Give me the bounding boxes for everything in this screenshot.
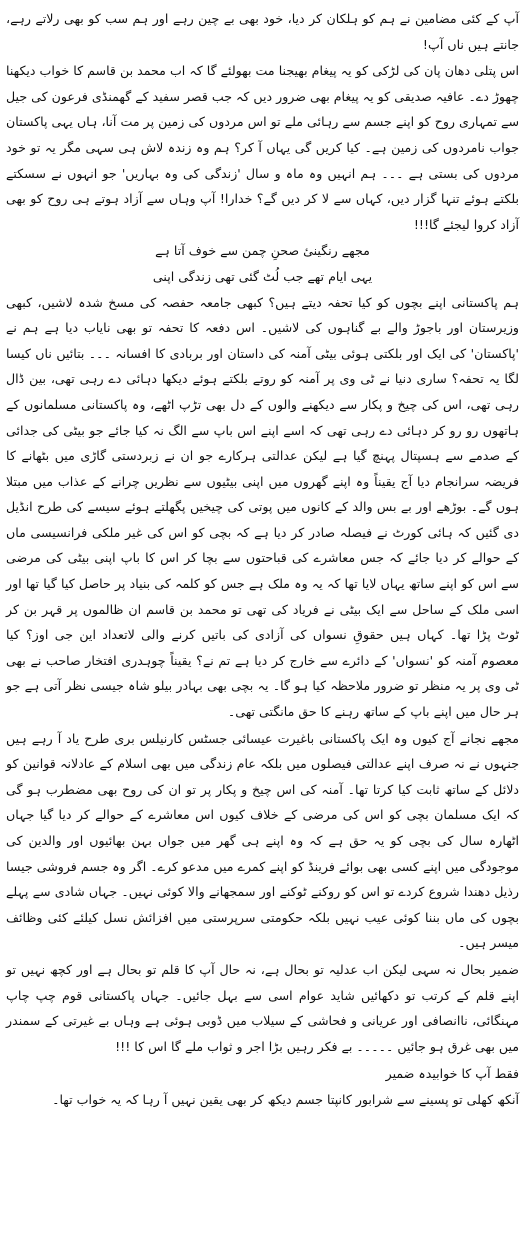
paragraph-opening: آپ کے کئی مضامین نے ہم کو ہلکان کر دیا، خود بھی بے چین رہے اور ہم سب کو بھی رلاتے رہے، جانتے ہیں ناں آپ! <box>6 11 519 52</box>
poetry-verse <box>6 238 519 289</box>
verse-line-1: مجھے رنگینیٔ صحنِ چمن سے خوف آتا ہے <box>155 243 370 259</box>
paragraph-cornelius: مجھے نجانے آج کیوں وہ ایک پاکستانی باغیرت عیسائی جسٹس کارنیلس بری طرح یاد آ رہے ہیں جنہوں نے نہ صرف اپنے عدالتی فیصلوں میں بلکہ عام زندگی میں بھی اسلام کے عادلانہ قوانین کو دلائل کے ساتھ ثابت کیا کرتا تھا۔ آمنہ کی اس چیخ و پکار پر تو ان کی روح بھی مضطرب ہو گی کہ ایک مسلمان بچی کو اس کی مرضی کے خلاف کیوں اس معاشرے کے حوالے کر دیا گیا جہاں اٹھارہ سال کی بچی کو یہ حق ہے کہ وہ اپنے ہی گھر میں جواں بہن بھائیوں اور والدین کی موجودگی میں اپنے کسی بھی بوائے فرینڈ کو اپنے کمرے میں مدعو کرے۔ اگر وہ جسم فروشی جیسا رذیل دھندا شروع کردے تو اس کو روکنے ٹوکنے اور سمجھانے والا کوئی نہیں۔ جہاں شادی سے پہلے بچوں کی ماں بننا کوئی عیب نہیں بلکہ حکومتی سرپرستی میں افزائش نسل کیلئے کئی وظائف میسر ہیں۔ <box>6 730 519 951</box>
verse-line-2: یہی ایام تھے جب لُٹ گئی تھی زندگی اپنی <box>152 268 373 284</box>
closing-line: آنکھ کھلی تو پسینے سے شرابور کانپتا جسم دیکھ کر بھی یقین نہیں آ رہا کہ یہ خواب تھا۔ <box>52 1091 519 1107</box>
paragraph-amna: ہم پاکستانی اپنے بچوں کو کیا تحفہ دیتے ہیں؟ کبھی جامعہ حفصہ کی مسخ شدہ لاشیں، کبھی وزیرستان اور باجوڑ والے بے گناہوں کی لاشیں۔ اس دفعہ کا تحفہ تو بھی نایاب دیا ہے ہم نے 'پاکستان' کی ایک اور بلکتی ہوئی بیٹی آمنہ کی داستان اور بربادی کا افسانہ ۔۔۔ بتائیں ناں کیسا لگا یہ تحفہ؟ ساری دنیا نے ٹی وی پر آمنہ کو روتے بلکتے ہوئے دیکھا دہائی دے رہی تھی، بین ڈال رہی تھی، اس کی چیخ و پکار سے دیکھنے والوں کے دل بھی تڑپ اٹھے، وہ پاکستانی مسلمانوں کے ہاتھوں رو رو کر دہائی دے رہی تھی کہ اسے اپنے اس باپ سے الگ نہ کیا جائے جو بیٹی کی جدائی کے صدمے سے ہسپتال پہنچ گیا ہے لیکن عدالتی ہرکارے جو ان نے زبردستی گاڑی میں بٹھانے کا فریضہ سرانجام دیا آج یقیناً وہ اپنے گھروں میں اپنی بیٹیوں سے نظریں چرانے کے عذاب میں مبتلا ہوں گے۔ بوڑھے اور بے بس والد کے کانوں میں پوتی کی چیخیں پگھلتے ہوئے سیسے کی طرح انڈیل دی گئیں کہ ہائی کورٹ نے فیصلہ صادر کر دیا ہے کہ بچی کو اس کی غیر ملکی فرانسیسی ماں کے حوالے کر دیا جائے کہ جس معاشرے کی قباحتوں سے بچا کر اس کا باپ اپنی بیٹی کی مرضی سے اس کو اپنے ساتھ یہاں لایا تھا کہ یہ وہ ملک ہے جس کو کلمہ کی بنیاد پر حاصل کیا گیا تھا اور اسی ملک کے ساحل سے ایک بیٹی نے فریاد کی تھی تو محمد بن قاسم ان ظالموں پر قہر بن کر ٹوٹ پڑا تھا۔ کہاں ہیں حقوقِ نسواں کی آزادی کی باتیں کرنے والی لاتعداد این جی اوز؟ کیا معصوم آمنہ کو 'نسواں' کے دائرے سے خارج کر دیا ہے تم نے؟ یقیناً چوہدری افتخار صاحب نے بھی ٹی وی پر یہ منظر تو ضرور ملاحظہ کیا ہو گا۔ یہ بچی بھی بہادر بیلو شاہ جیسی نظر آتی ہے جو ہر حال میں اپنے باپ کے ساتھ رہنے کا حق مانگتی تھی۔ <box>6 294 519 720</box>
paragraph-conscience: ضمیر بحال نہ سہی لیکن اب عدلیہ تو بحال ہے، نہ حال آپ کا قلم تو بحال ہے اور کچھ نہیں تو اپنے قلم کے کرتب تو دکھائیں شاید عوام اسی سے بہل جائیں۔ جہاں پاکستانی قوم چپ چاپ مہنگائی، ناانصافی اور عریانی و فحاشی کے سیلاب میں ڈوبی ہوئی ہے وہاں بے غیرتی کے سمندر میں بھی غرق ہو جائیں ۔۔۔۔۔ بے فکر رہیں بڑا اجر و ثواب ملے گا اس کا !!! <box>6 961 519 1054</box>
signature: فقط آپ کا خوابیدہ ضمیر <box>385 1066 519 1082</box>
paragraph-aafia: اس پتلی دھان پان کی لڑکی کو یہ پیغام بھیجنا مت بھولئے گا کہ اب محمد بن قاسم کا خواب دیکھنا چھوڑ دے۔ عافیہ صدیقی کو یہ پیغام بھی ضرور دیں کہ جب قصر سفید کے گھمنڈی فرعون کی جیل سے تمہاری روح کو اپنے جسم سے رہائی ملے تو اس مردوں کی زمین پر مت آنا، ہاں یہی پاکستان جواب نامردوں کی زمین ہے۔ کیا کریں گی یہاں آ کر؟ ہم وہ زندہ لاش ہی سہی مگر یہ تو خود مردوں کی بستی ہے ۔۔۔ ہم انہیں وہ ماہ و سال 'زندگی کی وہ بہاریں' جو انہوں نے سسکتے بلکتے ہوئے تنہا گزار دیں، کہاں سے لا کر دیں گے؟ خدارا! آپ وہاں سے آزاد ہوتے ہی روح کو بھی آزاد کروا لیجئے گا!!! <box>6 63 519 232</box>
